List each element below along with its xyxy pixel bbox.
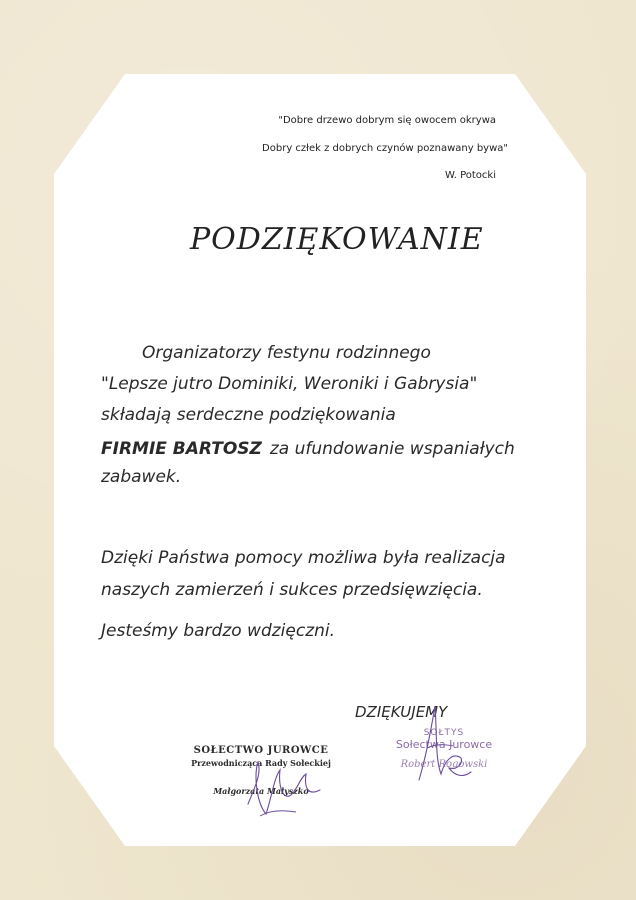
body-line-1: Organizatorzy festynu rodzinnego — [142, 343, 431, 363]
epigraph-author: W. Potocki — [445, 170, 496, 181]
body-line-2: "Lepsze jutro Dominiki, Weroniki i Gabrysia" — [101, 374, 478, 394]
epigraph-line-1: "Dobre drzewo dobrym się owocem okrywa — [278, 115, 496, 126]
body-line-4 — [101, 439, 515, 459]
stamp-right-title: Sołectwa Jurowce — [395, 738, 493, 751]
company-name: FIRMIE BARTOSZ — [101, 439, 262, 459]
body-line-6: Dzięki Państwa pomocy możliwa była realizacja — [101, 548, 506, 568]
signature-left-icon — [240, 744, 330, 824]
body-line-5: zabawek. — [101, 467, 182, 487]
certificate-title: PODZIĘKOWANIE — [190, 222, 484, 257]
body-line-7: naszych zamierzeń i sukces przedsięwzięcia. — [101, 580, 483, 600]
stamp-left-name: Małgorzata Małyszko — [213, 786, 309, 796]
stamp-right-name: Robert Rogowski — [400, 759, 488, 770]
body-line-4-rest: za ufundowanie wspaniałych — [269, 439, 515, 459]
signature-right-icon — [405, 700, 475, 790]
stamp-right-role: SOŁTYS — [423, 728, 465, 738]
closing-thanks: DZIĘKUJEMY — [355, 703, 448, 721]
stamp-left-title: SOŁECTWO JUROWCE — [193, 745, 329, 756]
epigraph-line-2: Dobry człek z dobrych czynów poznawany bywa" — [262, 143, 508, 154]
body-line-8: Jesteśmy bardzo wdzięczni. — [101, 621, 336, 641]
body-line-3: składają serdeczne podziękowania — [101, 405, 396, 425]
stamp-left-role: Przewodnicząca Rady Sołeckiej — [191, 758, 331, 768]
